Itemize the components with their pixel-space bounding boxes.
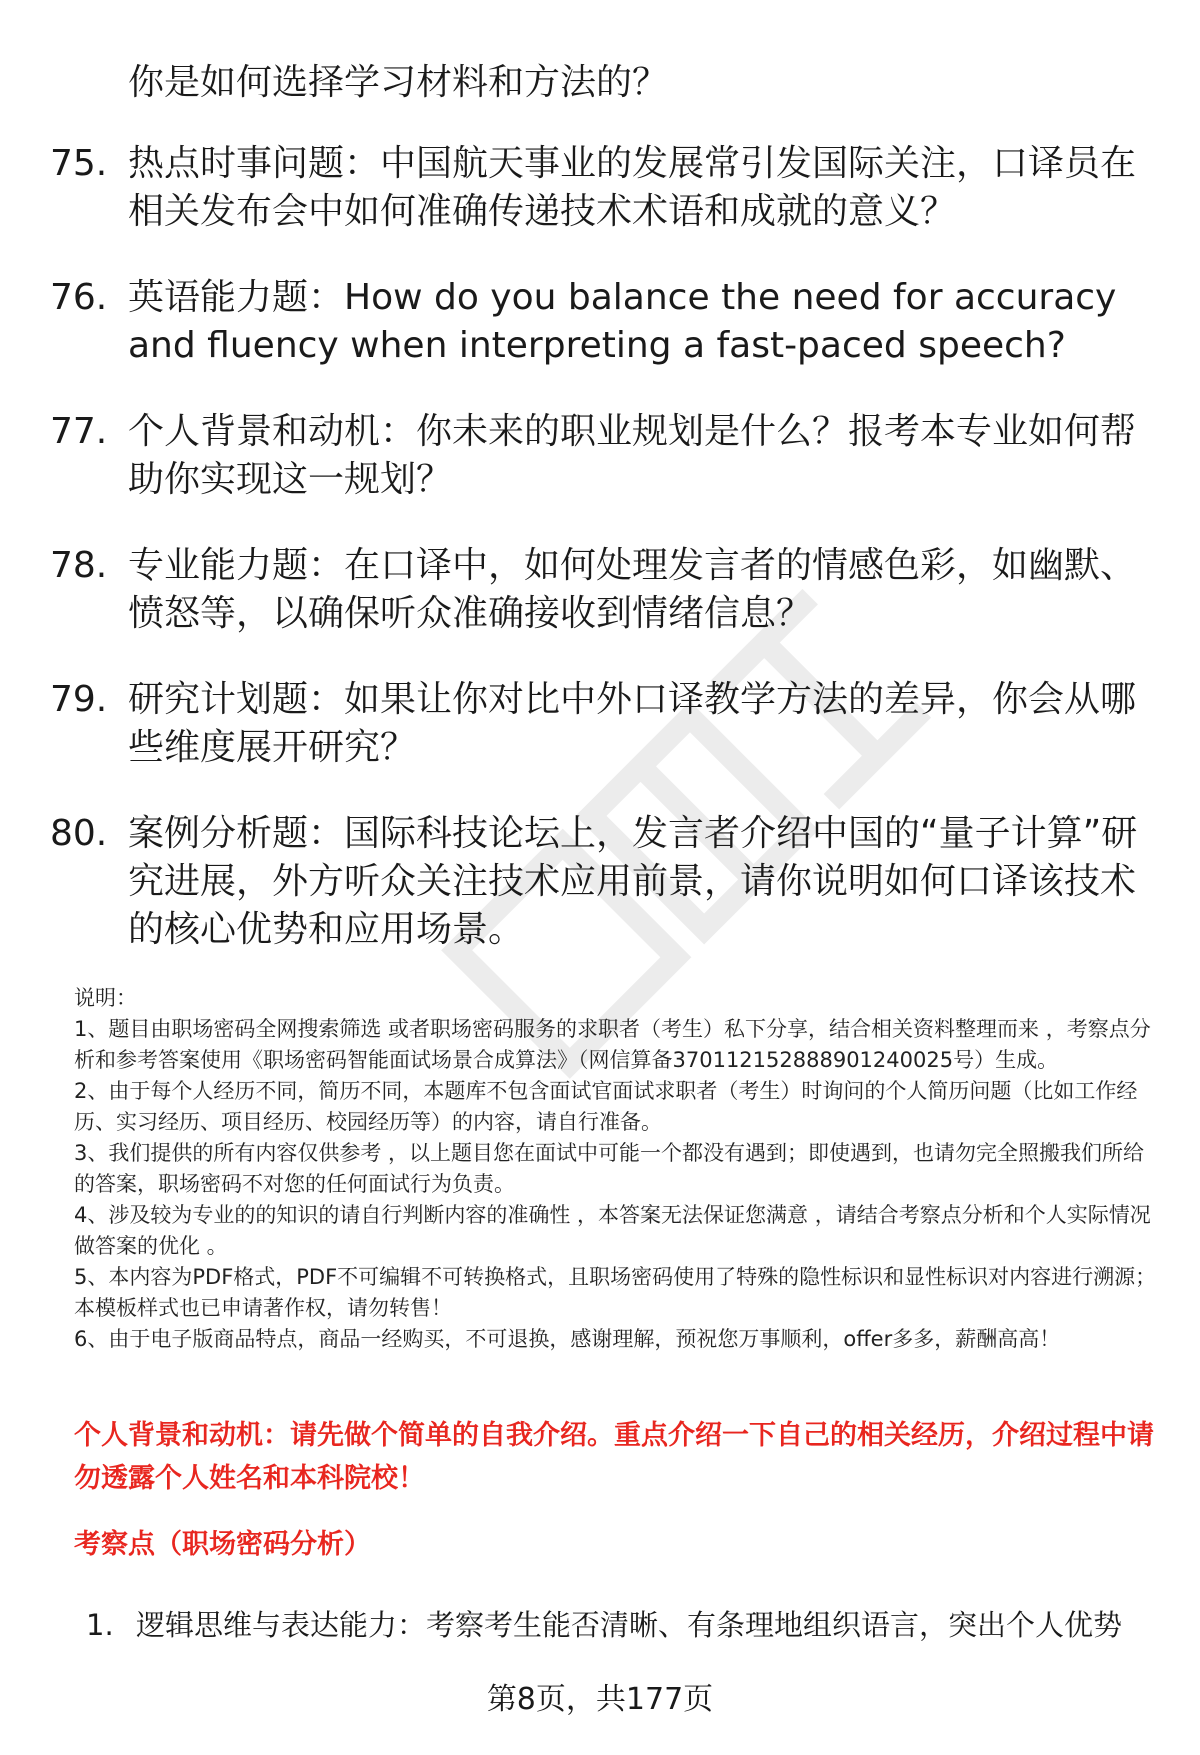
- question-number: 80.: [50, 813, 108, 854]
- question-text: 热点时事问题：中国航天事业的发展常引发国际关注，口译员在相关发布会中如何准确传递技术术语和成就的意义？: [128, 143, 1137, 232]
- note-item: 4、涉及较为专业的的知识的请自行判断内容的准确性 ，本答案无法保证您满意 ，请结合考察点分析和个人实际情况做答案的优化 。: [74, 1203, 1151, 1258]
- question-item: [50, 274, 1160, 370]
- analysis-heading: 考察点（职场密码分析）: [74, 1529, 371, 1560]
- question-text: 案例分析题：国际科技论坛上，发言者介绍中国的“量子计算”研究进展，外方听众关注技术应用前景，请你说明如何口译该技术的核心优势和应用场景。: [128, 813, 1138, 950]
- note-item: 5、本内容为PDF格式，PDF不可编辑不可转换格式，且职场密码使用了特殊的隐性标识和显性标识对内容进行溯源；本模板样式也已申请著作权，请勿转售！: [74, 1265, 1157, 1320]
- note-item: 3、我们提供的所有内容仅供参考 ，以上题目您在面试中可能一个都没有遇到；即使遇到，也请勿完全照搬我们所给的答案，职场密码不对您的任何面试行为负责。: [74, 1141, 1145, 1196]
- question-item: [50, 810, 1160, 954]
- analysis-text: 逻辑思维与表达能力：考察考生能否清晰、有条理地组织语言，突出个人优势: [136, 1608, 1123, 1642]
- question-text: 专业能力题：在口译中，如何处理发言者的情感色彩，如幽默、愤怒等，以确保听众准确接收到情绪信息？: [128, 545, 1137, 634]
- page-footer: 第8页，共177页: [486, 1682, 714, 1717]
- note-item: 1、题目由职场密码全网搜索筛选 或者职场密码服务的求职者（考生）私下分享，结合相关资料整理而来 ，考察点分析和参考答案使用《职场密码智能面试场景合成算法》（网信算备370112152888901240025号）生成。: [74, 1017, 1151, 1072]
- question-item: [50, 542, 1160, 638]
- question-text: 个人背景和动机：你未来的职业规划是什么？报考本专业如何帮助你实现这一规划？: [128, 411, 1137, 500]
- continued-question-text: 你是如何选择学习材料和方法的？: [128, 62, 669, 103]
- question-item: [50, 140, 1160, 236]
- question-list: [50, 140, 1160, 992]
- question-number: 77.: [50, 411, 108, 452]
- analysis-number: 1.: [86, 1608, 114, 1642]
- question-text: 英语能力题：How do you balance the need for accuracy and fluency when interpreting a fast-paced speech?: [128, 277, 1117, 366]
- question-text: 研究计划题：如果让你对比中外口译教学方法的差异，你会从哪些维度展开研究？: [128, 679, 1137, 768]
- question-number: 76.: [50, 277, 108, 318]
- notes-section: [74, 983, 1159, 1355]
- question-number: 79.: [50, 679, 108, 720]
- note-item: 6、由于电子版商品特点，商品一经购买，不可退换，感谢理解，预祝您万事顺利，offer多多，薪酬高高！: [74, 1327, 1061, 1351]
- question-number: 75.: [50, 143, 108, 184]
- notes-title: 说明：: [74, 986, 137, 1010]
- question-item: [50, 408, 1160, 504]
- analysis-item: [86, 1604, 1176, 1646]
- question-number: 78.: [50, 545, 108, 586]
- featured-question: 个人背景和动机：请先做个简单的自我介绍。重点介绍一下自己的相关经历，介绍过程中请勿透露个人姓名和本科院校！: [74, 1420, 1154, 1494]
- question-item: [50, 676, 1160, 772]
- note-item: 2、由于每个人经历不同，简历不同，本题库不包含面试官面试求职者（考生）时询问的个人简历问题（比如工作经历、实习经历、项目经历、校园经历等）的内容，请自行准备。: [74, 1079, 1138, 1134]
